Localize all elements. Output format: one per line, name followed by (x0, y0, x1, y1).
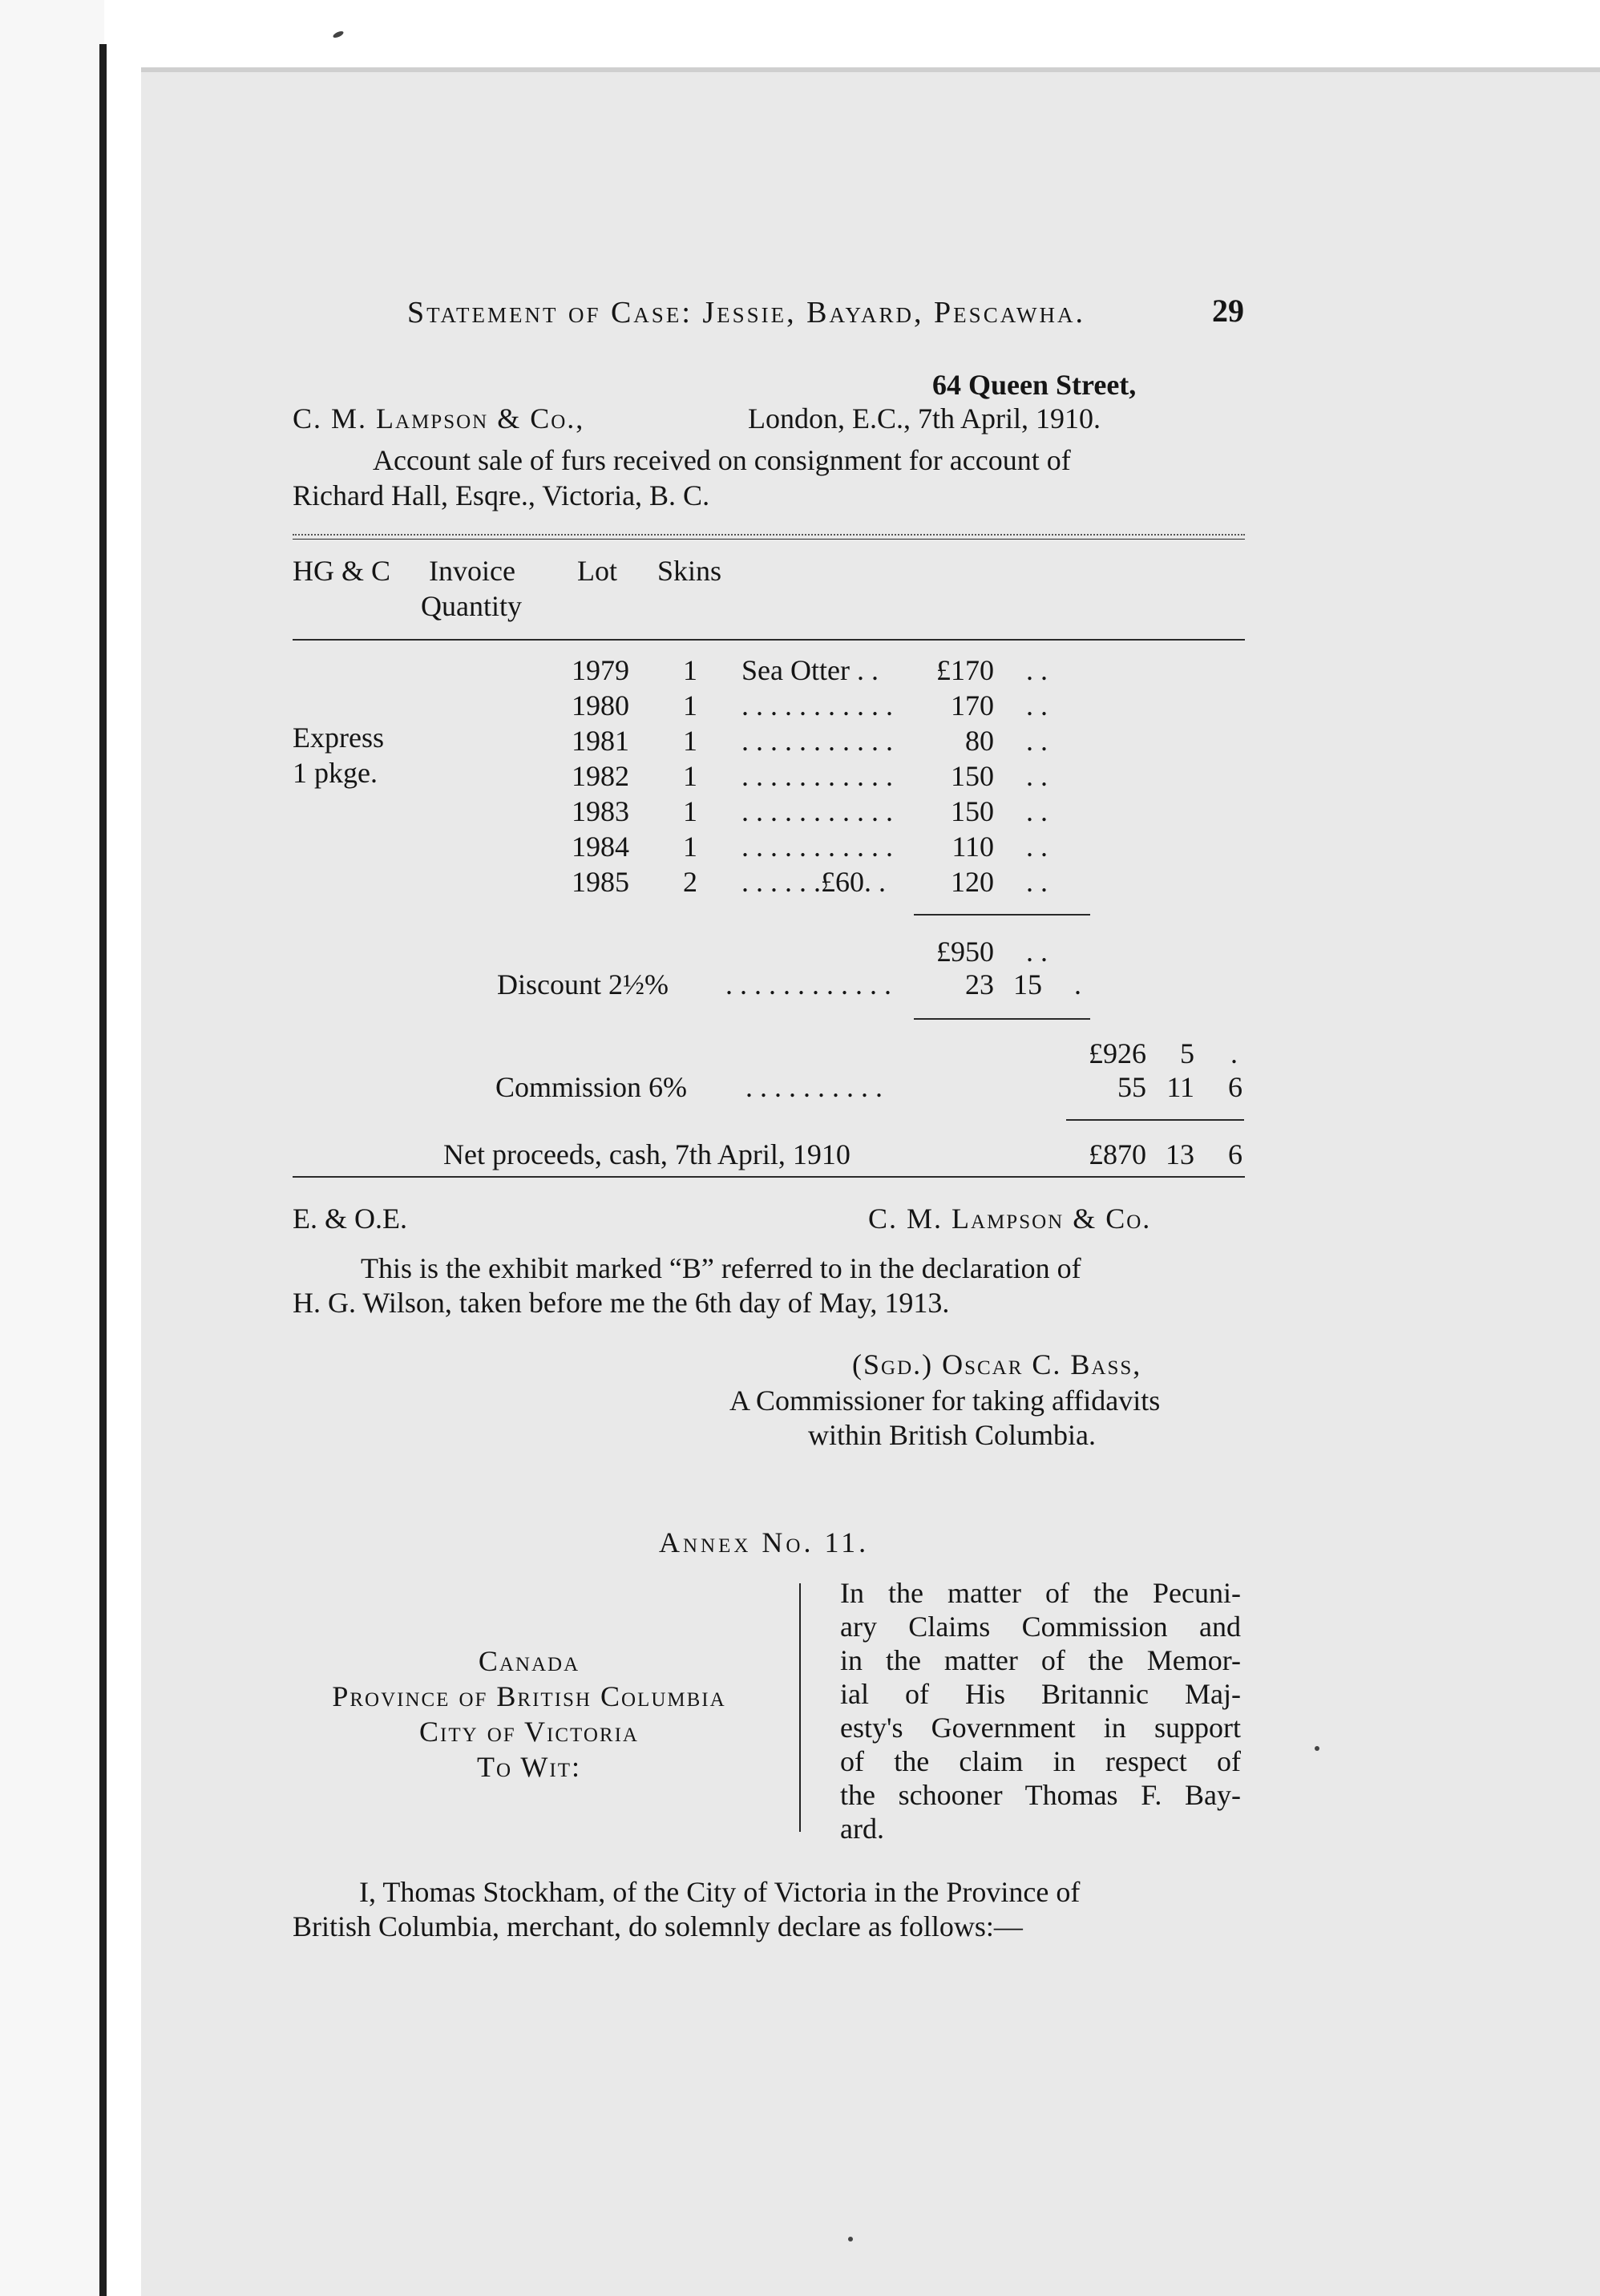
venue-city: City of Victoria (419, 1716, 639, 1748)
row-lot: 1985 (572, 866, 629, 898)
page-number: 29 (1212, 293, 1244, 329)
row-amount: 170 (951, 689, 994, 722)
subtotal-amount: £950 (936, 936, 994, 968)
row-description: . . . . . .£60. . (741, 866, 886, 898)
row-description: Sea Otter . . (741, 654, 879, 686)
address-line-1: 64 Queen Street, (932, 369, 1137, 401)
header-lot: Lot (577, 555, 617, 587)
row-tail: . . (1026, 725, 1048, 757)
row-description: . . . . . . . . . . . (741, 760, 893, 792)
after-discount-pence: . (1230, 1037, 1238, 1069)
book-binding-line (99, 44, 107, 2296)
commission-label: Commission 6% (495, 1071, 688, 1103)
row-tail: . . (1026, 866, 1048, 898)
header-invoice: Invoice (429, 555, 515, 587)
firm-name (293, 401, 584, 436)
intro-line-1: Account sale of furs received on consignment for account of (373, 444, 1071, 476)
footer-firm: C. M. Lampson & Co. (868, 1203, 1152, 1235)
row-skins: 1 (683, 725, 697, 757)
declaration-line-2: British Columbia, merchant, do solemnly declare as follows:— (293, 1910, 1023, 1942)
row-lot: 1981 (572, 725, 629, 757)
rule-header (293, 639, 1245, 641)
row-description: . . . . . . . . . . . (741, 689, 893, 722)
row-amount: 120 (951, 866, 994, 898)
row-tail: . . (1026, 795, 1048, 827)
exhibit-line-2: H. G. Wilson, taken before me the 6th day of May, 1913. (293, 1287, 950, 1319)
row-amount: £170 (936, 654, 994, 686)
venue-to-wit: To Wit: (477, 1751, 581, 1783)
rule-discount (914, 1018, 1090, 1020)
commission-pence: 6 (1228, 1071, 1242, 1103)
side-label-express: Express (293, 722, 384, 754)
signature (852, 1347, 1141, 1382)
row-description: . . . . . . . . . . . (741, 795, 893, 827)
commissioner-title-1: A Commissioner for taking affidavits (729, 1384, 1161, 1417)
rule-commission (1066, 1119, 1244, 1121)
row-lot: 1979 (572, 654, 629, 686)
after-discount-pounds: £926 (1089, 1037, 1146, 1069)
rule-top (293, 534, 1245, 536)
rule-bottom (293, 1176, 1245, 1178)
signature-text: (Sgd.) Oscar C. Bass, (852, 1348, 1142, 1380)
row-skins: 1 (683, 831, 697, 863)
net-shillings: 13 (1166, 1138, 1194, 1170)
venue-province: Province of British Columbia (332, 1680, 726, 1712)
row-lot: 1984 (572, 831, 629, 863)
row-tail: . . (1026, 654, 1048, 686)
row-tail: . . (1026, 760, 1048, 792)
running-title: Statement of Case: Jessie, Bayard, Pescawha. (407, 296, 1086, 329)
intro-line-2: Richard Hall, Esqre., Victoria, B. C. (293, 479, 710, 511)
row-skins: 2 (683, 866, 697, 898)
declaration-line-1: I, Thomas Stockham, of the City of Victoria in the Province of (359, 1876, 1081, 1908)
row-lot: 1982 (572, 760, 629, 792)
net-label: Net proceeds, cash, 7th April, 1910 (443, 1138, 851, 1170)
header-quantity: Quantity (421, 590, 522, 622)
eoe-note: E. & O.E. (293, 1203, 407, 1235)
rule-top-2 (293, 539, 1245, 540)
brace (799, 1583, 809, 1832)
annex-heading: Annex No. 11. (659, 1526, 870, 1558)
net-pence: 6 (1228, 1138, 1242, 1170)
venue-country: Canada (478, 1645, 580, 1677)
discount-shillings: 15 (1013, 968, 1042, 1000)
header-skins: Skins (657, 555, 722, 587)
firm-name-text: C. M. Lampson & Co., (293, 402, 585, 435)
scan-speck (848, 2237, 853, 2241)
commission-dots: . . . . . . . . . . (745, 1071, 883, 1103)
commission-shillings: 11 (1166, 1071, 1194, 1103)
subtotal-tail: . . (1026, 936, 1048, 968)
discount-pounds: 23 (965, 968, 994, 1000)
matter-line: ard. (840, 1813, 884, 1845)
header-marks: HG & C (293, 555, 391, 587)
matter-line: ial of His Britannic Maj- (840, 1678, 1241, 1710)
row-amount: 110 (952, 831, 994, 863)
facing-page-edge (0, 0, 104, 2296)
address-line-2: London, E.C., 7th April, 1910. (748, 402, 1101, 435)
after-discount-shillings: 5 (1180, 1037, 1194, 1069)
row-description: . . . . . . . . . . . (741, 725, 893, 757)
discount-dots: . . . . . . . . . . . . (725, 968, 891, 1000)
matter-line: the schooner Thomas F. Bay- (840, 1779, 1241, 1811)
row-skins: 1 (683, 689, 697, 722)
row-skins: 1 (683, 654, 697, 686)
row-amount: 80 (965, 725, 994, 757)
row-lot: 1983 (572, 795, 629, 827)
matter-line: in the matter of the Memor- (840, 1644, 1241, 1676)
scan-speck (1315, 1746, 1319, 1751)
discount-pence: . (1074, 968, 1081, 1000)
rule-subtotal (914, 914, 1090, 916)
exhibit-line-1: This is the exhibit marked “B” referred to in the declaration of (361, 1252, 1081, 1284)
row-amount: 150 (951, 760, 994, 792)
side-label-package: 1 pkge. (293, 757, 378, 789)
row-tail: . . (1026, 689, 1048, 722)
discount-label: Discount 2½% (497, 968, 669, 1000)
row-amount: 150 (951, 795, 994, 827)
matter-line: ary Claims Commission and (840, 1611, 1241, 1643)
row-skins: 1 (683, 760, 697, 792)
matter-line: esty's Government in support (840, 1712, 1241, 1744)
row-description: . . . . . . . . . . . (741, 831, 893, 863)
row-skins: 1 (683, 795, 697, 827)
net-pounds: £870 (1089, 1138, 1146, 1170)
matter-line: of the claim in respect of (840, 1745, 1241, 1777)
commission-pounds: 55 (1117, 1071, 1146, 1103)
row-tail: . . (1026, 831, 1048, 863)
row-lot: 1980 (572, 689, 629, 722)
matter-line: In the matter of the Pecuni- (840, 1577, 1241, 1609)
commissioner-title-2: within British Columbia. (808, 1419, 1097, 1451)
